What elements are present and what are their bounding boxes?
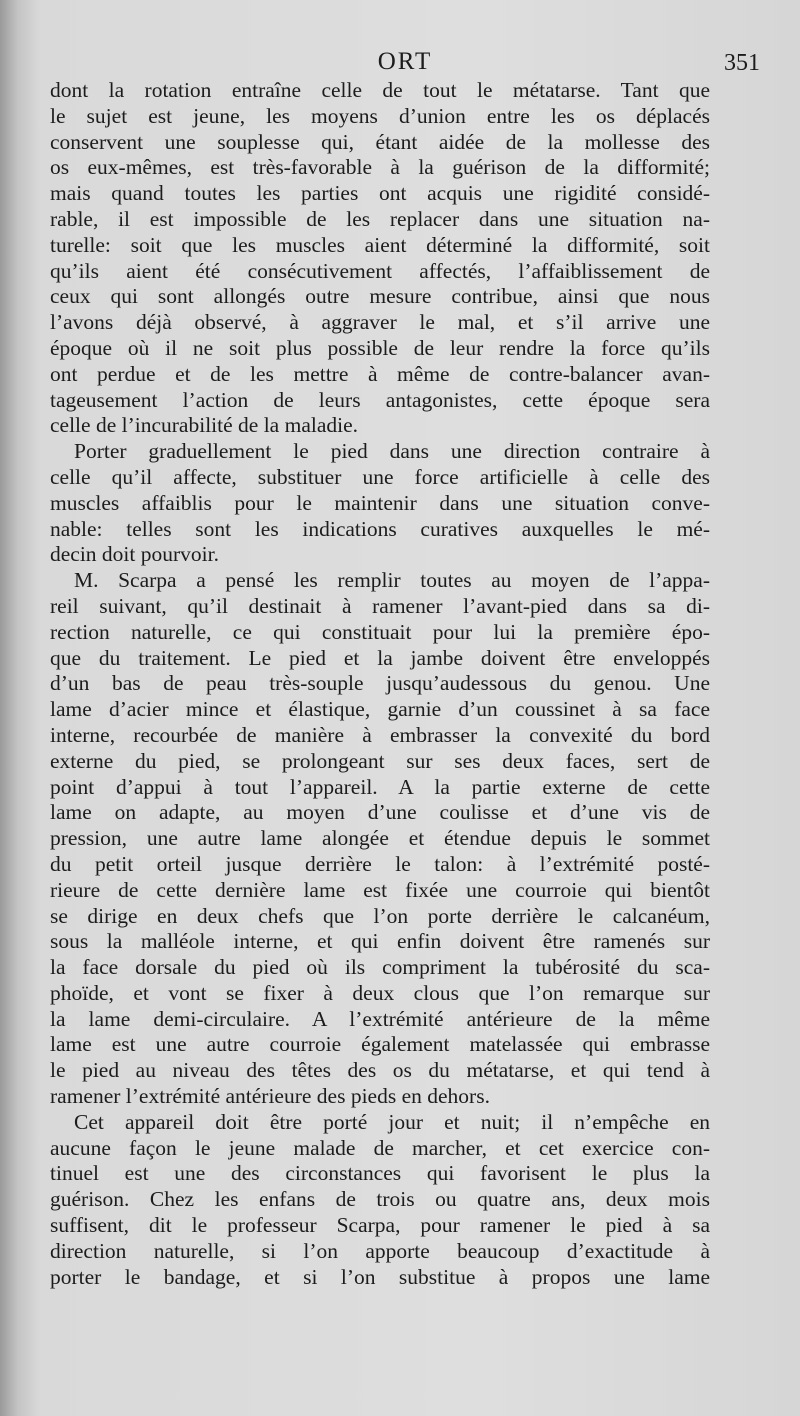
text-line: rieure de cette dernière lame est fixée une courroie qui bientôt bbox=[50, 877, 710, 902]
paragraph bbox=[50, 439, 710, 568]
text-line: rection naturelle, ce qui constituait pour lui la première épo- bbox=[50, 619, 710, 644]
text-line: l’avons déjà observé, à aggraver le mal, et s’il arrive une bbox=[50, 310, 710, 335]
text-line: d’un bas de peau très-souple jusqu’audessous du genou. Une bbox=[50, 671, 710, 696]
text-line: muscles affaiblis pour le maintenir dans une situation conve- bbox=[50, 490, 710, 515]
text-line: point d’appui à tout l’appareil. A la partie externe de cette bbox=[50, 774, 710, 799]
paragraph bbox=[50, 1110, 710, 1291]
text-line: celle qu’il affecte, substituer une force artificielle à celle des bbox=[50, 464, 710, 489]
text-line: conservent une souplesse qui, étant aidée de la mollesse des bbox=[50, 129, 710, 154]
text-line: suffisent, dit le professeur Scarpa, pour ramener le pied à sa bbox=[50, 1213, 710, 1238]
text-line: celle de l’incurabilité de la maladie. bbox=[50, 413, 359, 438]
text-line: direction naturelle, si l’on apporte beaucoup d’exactitude à bbox=[50, 1238, 710, 1263]
text-line: turelle: soit que les muscles aient déterminé la difformité, soit bbox=[50, 232, 710, 257]
page-header bbox=[50, 48, 760, 82]
text-line: du petit orteil jusque derrière le talon: à l’extrémité posté- bbox=[50, 851, 710, 876]
text-line: le pied au niveau des têtes des os du métatarse, et qui tend à bbox=[50, 1058, 710, 1083]
paragraph bbox=[50, 78, 710, 439]
text-line: le sujet est jeune, les moyens d’union entre les os déplacés bbox=[50, 103, 710, 128]
text-line: decin doit pourvoir. bbox=[50, 542, 219, 567]
text-line: M. Scarpa a pensé les remplir toutes au moyen de l’appa- bbox=[74, 568, 710, 593]
text-line: os eux-mêmes, est très-favorable à la guérison de la difformité; bbox=[50, 155, 710, 180]
text-line: qu’ils aient été consécutivement affectés, l’affaiblissement de bbox=[50, 258, 710, 283]
text-line: sous la malléole interne, et qui enfin doivent être ramenés sur bbox=[50, 929, 710, 954]
text-line: guérison. Chez les enfans de trois ou quatre ans, deux mois bbox=[50, 1187, 710, 1212]
text-line: tinuel est une des circonstances qui favorisent le plus la bbox=[50, 1161, 710, 1186]
paragraph bbox=[50, 568, 710, 1110]
text-line: ceux qui sont allongés outre mesure contribue, ainsi que nous bbox=[50, 284, 710, 309]
text-line: mais quand toutes les parties ont acquis une rigidité considé- bbox=[50, 181, 710, 206]
text-line: Cet appareil doit être porté jour et nuit; il n’empêche en bbox=[74, 1109, 710, 1134]
text-line: nable: telles sont les indications curatives auxquelles le mé- bbox=[50, 516, 710, 541]
text-line: reil suivant, qu’il destinait à ramener l’avant-pied dans sa di- bbox=[50, 593, 710, 618]
text-line: la face dorsale du pied où ils compriment la tubérosité du sca- bbox=[50, 955, 710, 980]
text-line: lame on adapte, au moyen d’une coulisse et d’une vis de bbox=[50, 800, 710, 825]
text-line: se dirige en deux chefs que l’on porte derrière le calcanéum, bbox=[50, 903, 710, 928]
body-text bbox=[50, 78, 710, 1290]
text-line: aucune façon le jeune malade de marcher, et cet exercice con- bbox=[50, 1135, 710, 1160]
text-line: interne, recourbée de manière à embrasser la convexité du bord bbox=[50, 722, 710, 747]
page-number: 351 bbox=[724, 50, 760, 76]
running-head: ORT bbox=[377, 48, 433, 75]
text-line: tageusement l’action de leurs antagonistes, cette époque sera bbox=[50, 387, 710, 412]
text-line: ramener l’extrémité antérieure des pieds en dehors. bbox=[50, 1084, 490, 1109]
text-line: Porter graduellement le pied dans une direction contraire à bbox=[74, 439, 710, 464]
text-line: que du traitement. Le pied et la jambe doivent être enveloppés bbox=[50, 645, 710, 670]
text-line: la lame demi-circulaire. A l’extrémité antérieure de la même bbox=[50, 1006, 710, 1031]
text-line: dont la rotation entraîne celle de tout le métatarse. Tant que bbox=[50, 78, 710, 102]
text-line: époque où il ne soit plus possible de leur rendre la force qu’ils bbox=[50, 335, 710, 360]
text-line: porter le bandage, et si l’on substitue à propos une lame bbox=[50, 1264, 710, 1289]
text-line: lame d’acier mince et élastique, garnie d’un coussinet à sa face bbox=[50, 697, 710, 722]
text-line: ont perdue et de les mettre à même de contre-balancer avan- bbox=[50, 361, 710, 386]
text-line: externe du pied, se prolongeant sur ses deux faces, sert de bbox=[50, 748, 710, 773]
text-line: rable, il est impossible de les replacer dans une situation na- bbox=[50, 206, 710, 231]
text-line: pression, une autre lame alongée et étendue depuis le sommet bbox=[50, 826, 710, 851]
text-line: phoïde, et vont se fixer à deux clous que l’on remarque sur bbox=[50, 980, 710, 1005]
text-line: lame est une autre courroie également matelassée qui embrasse bbox=[50, 1032, 710, 1057]
